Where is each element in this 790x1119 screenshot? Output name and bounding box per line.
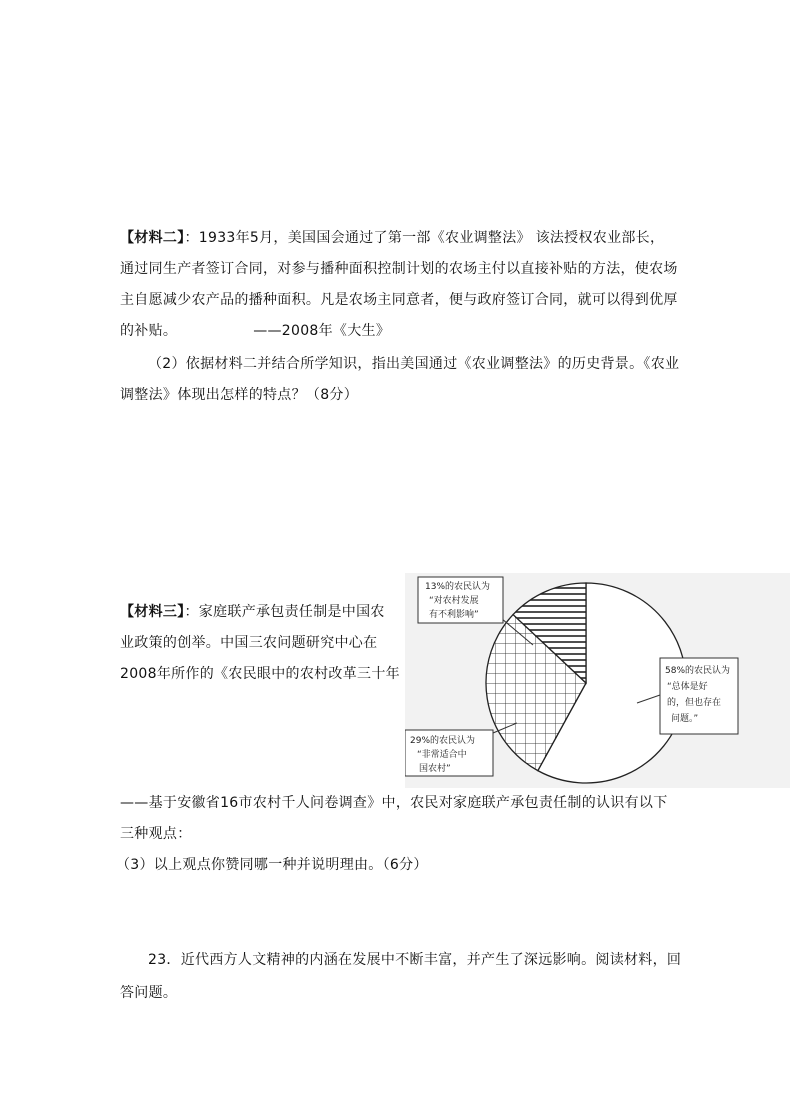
question2-line1: （2）依据材料二并结合所学知识，指出美国通过《农业调整法》的历史背景。《农业 bbox=[148, 356, 680, 372]
material3-line4: ——基于安徽省16市农村千人问卷调查》中，农民对家庭联产承包责任制的认识有以下 bbox=[120, 795, 668, 811]
material3-label: 【材料三】 bbox=[120, 604, 185, 620]
callout-29-line2: “非常适合中 bbox=[417, 750, 467, 760]
question23-line1: 23．近代西方人文精神的内涵在发展中不断丰富，并产生了深远影响。阅读材料，回 bbox=[148, 952, 682, 968]
material3-line5: 三种观点： bbox=[120, 826, 192, 842]
callout-13-line1: 13%的农民认为 bbox=[425, 582, 491, 592]
callout-13-line3: 有不利影响” bbox=[429, 610, 479, 620]
material2-line2: 通过同生产者签订合同，对参与播种面积控制计划的农场主付以直接补贴的方法，使农场 bbox=[120, 261, 678, 277]
question23-line2: 答问题。 bbox=[120, 985, 178, 1001]
callout-58-line3: 的，但也存在 bbox=[667, 698, 722, 708]
callout-58-line1: 58%的农民认为 bbox=[665, 666, 731, 676]
material2-label: 【材料二】 bbox=[120, 230, 185, 246]
material3-line1-text: ：家庭联产承包责任制是中国农 bbox=[184, 604, 385, 620]
material3-line2: 业政策的创举。中国三农问题研究中心在 bbox=[120, 635, 378, 651]
callout-58-line4: 问题。” bbox=[671, 714, 699, 724]
material2-line1 bbox=[120, 228, 664, 248]
question3: （3）以上观点你赞同哪一种并说明理由。（6分） bbox=[116, 857, 428, 873]
material2-line3: 主自愿减少农产品的播种面积。凡是农场主同意者，便与政府签订合同，就可以得到优厚 bbox=[120, 292, 678, 308]
pie-chart bbox=[405, 573, 790, 788]
callout-29-line1: 29%的农民认为 bbox=[410, 736, 476, 746]
callout-13-line2: “对农村发展 bbox=[429, 596, 479, 606]
material2-line1-text: ：1933年5月，美国国会通过了第一部《农业调整法》 该法授权农业部长， bbox=[184, 230, 665, 246]
callout-29-line3: 国农村” bbox=[419, 764, 451, 774]
material3-line3: 2008年所作的《农民眼中的农村改革三十年 bbox=[120, 666, 400, 682]
material2-line4 bbox=[120, 321, 390, 341]
material2-line4-text: 的补贴。 bbox=[120, 323, 178, 339]
question2-line2: 调整法》体现出怎样的特点？（8分） bbox=[120, 387, 359, 403]
callout-58-line2: “总体是好 bbox=[667, 682, 708, 692]
material3-line1 bbox=[120, 602, 385, 622]
material2-source: ——2008年《大生》 bbox=[253, 323, 391, 339]
